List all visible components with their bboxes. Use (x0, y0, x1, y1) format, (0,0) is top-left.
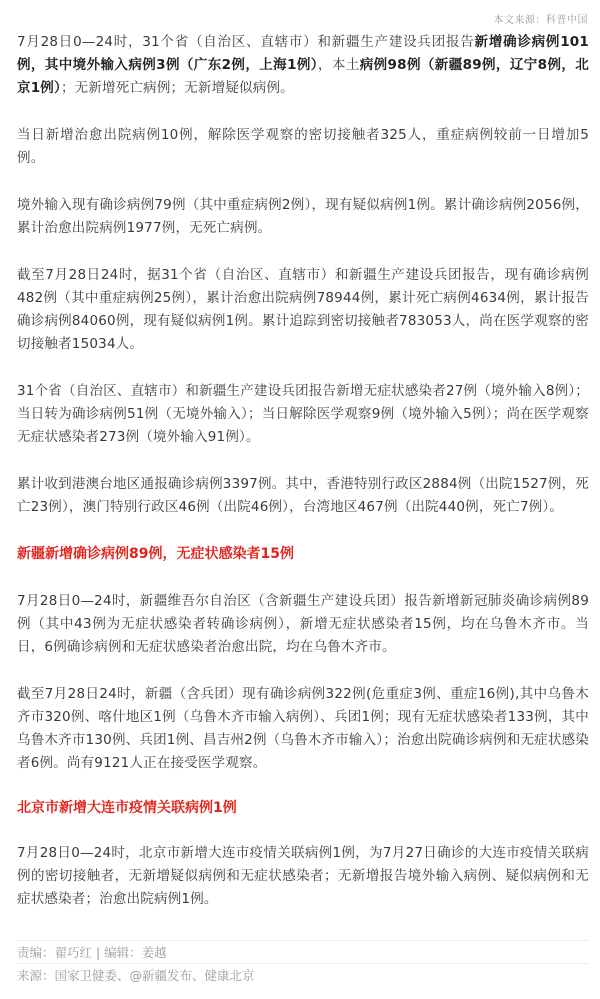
heading-xinjiang: 新疆新增确诊病例89例，无症状感染者15例 (17, 546, 294, 562)
paragraph-imported: 境外输入现有确诊病例79例（其中重症病例2例），现有疑似病例1例。累计确诊病例2056例，累计治愈出院病例1977例，无死亡病例。 (17, 197, 589, 236)
source-credit: 来源：国家卫健委、@新疆发布、健康北京 (17, 963, 589, 986)
article-body (17, 31, 589, 911)
paragraph-cumulative: 截至7月28日24时，据31个省（自治区、直辖市）和新疆生产建设兵团报告，现有确诊病例482例（其中重症病例25例），累计治愈出院病例78944例，累计死亡病例4634例，累计报告确诊病例84060例，现有疑似病例1例。累计追踪到密切接触者783053人，尚在医学观察的密切接触者15034人。 (17, 267, 589, 352)
source-tag: 本文来源：科普中国 (493, 15, 588, 26)
paragraph-hk-macao-taiwan: 累计收到港澳台地区通报确诊病例3397例。其中，香港特别行政区2884例（出院1527例，死亡23例），澳门特别行政区46例（出院46例），台湾地区467例（出院440例，死亡7例）。 (17, 476, 589, 515)
paragraph-recovered: 当日新增治愈出院病例10例，解除医学观察的密切接触者325人，重症病例较前一日增加5例。 (17, 127, 589, 166)
paragraph-xinjiang-new: 7月28日0—24时，新疆维吾尔自治区（含新疆生产建设兵团）报告新增新冠肺炎确诊病例89例（其中43例为无症状感染者转确诊病例），新增无症状感染者15例，均在乌鲁木齐市。当日，6例确诊病例和无症状感染者治愈出院，均在乌鲁木齐市。 (17, 593, 589, 655)
paragraph-asymptomatic: 31个省（自治区、直辖市）和新疆生产建设兵团报告新增无症状感染者27例（境外输入8例）；当日转为确诊病例51例（无境外输入）；当日解除医学观察9例（境外输入5例）；尚在医学观察无症状感染者273例（境外输入91例）。 (17, 383, 589, 445)
paragraph-xinjiang-cumulative: 截至7月28日24时，新疆（含兵团）现有确诊病例322例(危重症3例、重症16例),其中乌鲁木齐市320例、喀什地区1例（乌鲁木齐市输入病例）、兵团1例；现有无症状感染者133例，其中乌鲁木齐市130例、兵团1例、昌吉州2例（乌鲁木齐市输入）；治愈出院确诊病例和无症状感染者6例。尚有9121人正在接受医学观察。 (17, 686, 589, 771)
paragraph-beijing: 7月28日0—24时，北京市新增大连市疫情关联病例1例，为7月27日确诊的大连市疫情关联病例的密切接触者，无新增疑似病例和无症状感染者；无新增报告境外输入病例、疑似病例和无症状感染者；治愈出院病例1例。 (17, 845, 589, 907)
editor-credit: 责编：翟巧红 | 编辑：姜越 (17, 940, 589, 963)
paragraph-national-summary: 7月28日0—24时，31个省（自治区、直辖市）和新疆生产建设兵团报告新增确诊病例101例，其中境外输入病例3例（广东2例，上海1例），本土病例98例（新疆89例，辽宁8例，北京1例）；无新增死亡病例；无新增疑似病例。 (17, 34, 589, 96)
heading-beijing: 北京市新增大连市疫情关联病例1例 (17, 800, 237, 816)
